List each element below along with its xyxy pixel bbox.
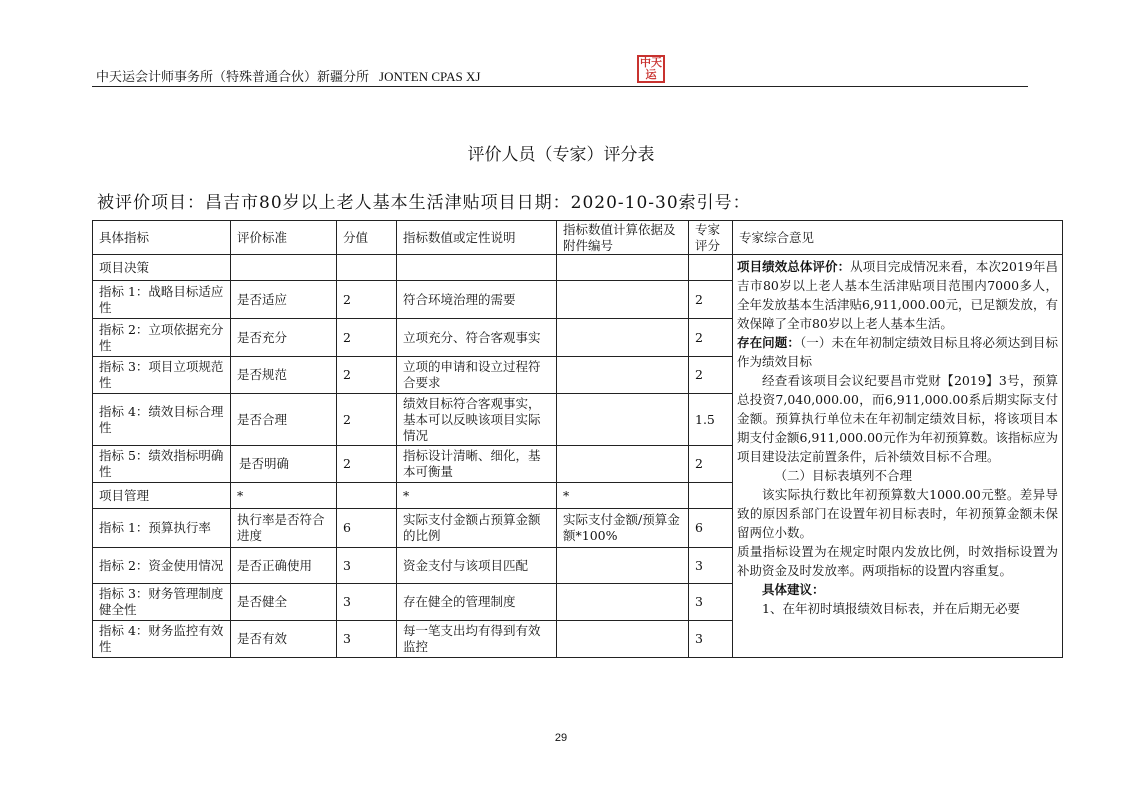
issue2-text2: 质量指标设置为在规定时限内发放比例，时效指标设置为补助资金及时发放率。两项指标的设置内容重复。 bbox=[737, 544, 1058, 578]
table-cell: 项目管理 bbox=[93, 483, 231, 509]
table-cell bbox=[337, 255, 397, 281]
column-header: 指标数值或定性说明 bbox=[397, 221, 557, 255]
table-cell: 符合环境治理的需要 bbox=[397, 281, 557, 319]
table-cell: 立项充分、符合客观事实 bbox=[397, 319, 557, 357]
table-cell: 3 bbox=[689, 621, 733, 658]
table-cell: 是否有效 bbox=[231, 621, 337, 658]
table-cell: 指标 4：财务监控有效性 bbox=[93, 621, 231, 658]
expert-opinion bbox=[733, 255, 1063, 658]
table-cell: 3 bbox=[337, 548, 397, 584]
table-cell: 3 bbox=[689, 584, 733, 621]
table-cell: 指标 3：财务管理制度健全性 bbox=[93, 584, 231, 621]
table-cell: 绩效目标符合客观事实，基本可以反映该项目实际情况 bbox=[397, 394, 557, 446]
firm-name-en: JONTEN CPAS XJ bbox=[379, 69, 481, 84]
table-cell: 指标 5：绩效指标明确性 bbox=[93, 446, 231, 483]
table-cell: 指标 4：绩效目标合理性 bbox=[93, 394, 231, 446]
table-cell: 2 bbox=[337, 319, 397, 357]
table-cell: 2 bbox=[689, 357, 733, 394]
table-cell bbox=[557, 584, 689, 621]
suggest-label: 具体建议： bbox=[762, 582, 825, 597]
table-cell bbox=[689, 483, 733, 509]
table-cell bbox=[557, 548, 689, 584]
table-cell bbox=[557, 357, 689, 394]
table-cell bbox=[557, 319, 689, 357]
table-cell: 2 bbox=[337, 446, 397, 483]
firm-name: 中天运会计师事务所（特殊普通合伙）新疆分所 bbox=[96, 70, 370, 85]
table-cell: 指标 2：立项依据充分性 bbox=[93, 319, 231, 357]
table-cell bbox=[557, 255, 689, 281]
column-header: 专家评分 bbox=[689, 221, 733, 255]
column-header: 指标数值计算依据及附件编号 bbox=[557, 221, 689, 255]
table-cell: 是否规范 bbox=[231, 357, 337, 394]
column-header: 具体指标 bbox=[93, 221, 231, 255]
table-cell: 3 bbox=[337, 621, 397, 658]
table-cell: 执行率是否符合进度 bbox=[231, 509, 337, 548]
table-cell: * bbox=[557, 483, 689, 509]
table-cell: 是否适应 bbox=[231, 281, 337, 319]
issue1-title: （一）未在年初制定绩效目标且将必须达到目标作为绩效目标 bbox=[737, 335, 1058, 369]
page-header bbox=[96, 66, 480, 85]
table-cell: 1.5 bbox=[689, 394, 733, 446]
table-cell: 3 bbox=[689, 548, 733, 584]
table-cell: 6 bbox=[337, 509, 397, 548]
score-table bbox=[92, 220, 1063, 658]
table-cell: 是否健全 bbox=[231, 584, 337, 621]
issues-label: 存在问题： bbox=[737, 335, 800, 350]
table-header-row bbox=[93, 221, 1063, 255]
table-cell: * bbox=[397, 483, 557, 509]
table-cell: * bbox=[231, 483, 337, 509]
page-title: 评价人员（专家）评分表 bbox=[467, 145, 655, 165]
table-cell: 是否合理 bbox=[231, 394, 337, 446]
table-cell: 存在健全的管理制度 bbox=[397, 584, 557, 621]
table-cell bbox=[337, 483, 397, 509]
table-cell bbox=[557, 394, 689, 446]
table-cell: 指标设计清晰、细化，基本可衡量 bbox=[397, 446, 557, 483]
suggest-1: 1、在年初时填报绩效目标表，并在后期无必要 bbox=[762, 601, 1020, 616]
table-cell: 指标 3：项目立项规范性 bbox=[93, 357, 231, 394]
table-cell: 2 bbox=[689, 319, 733, 357]
column-header: 评价标准 bbox=[231, 221, 337, 255]
table-cell bbox=[557, 446, 689, 483]
table-cell: 是否明确 bbox=[231, 446, 337, 483]
table-cell bbox=[397, 255, 557, 281]
table-cell: 指标 2：资金使用情况 bbox=[93, 548, 231, 584]
table-cell bbox=[557, 281, 689, 319]
table-cell: 指标 1：预算执行率 bbox=[93, 509, 231, 548]
table-cell bbox=[689, 255, 733, 281]
table-cell: 是否充分 bbox=[231, 319, 337, 357]
table-cell: 实际支付金额占预算金额的比例 bbox=[397, 509, 557, 548]
issue2-text: 该实际执行数比年初预算数大1000.00元整。差异导致的原因系部门在设置年初目标表时，年初预算金额未保留两位小数。 bbox=[737, 487, 1058, 540]
table-row bbox=[93, 255, 1063, 281]
overall-text: 从项目完成情况来看，本次2019年昌吉市80岁以上老人基本生活津贴项目范围内7000多人，全年发放基本生活津贴6,911,000.00元，已足额发放，有效保障了全市80岁以上老人基本生活。 bbox=[737, 259, 1058, 331]
overall-label: 项目绩效总体评价： bbox=[737, 259, 851, 274]
issue2-title: （二）目标表填列不合理 bbox=[774, 468, 913, 483]
table-cell bbox=[557, 621, 689, 658]
table-cell bbox=[231, 255, 337, 281]
table-cell: 6 bbox=[689, 509, 733, 548]
table-cell: 每一笔支出均有得到有效监控 bbox=[397, 621, 557, 658]
page-number: 29 bbox=[554, 732, 568, 744]
table-cell: 指标 1：战略目标适应性 bbox=[93, 281, 231, 319]
column-header: 分值 bbox=[337, 221, 397, 255]
table-cell: 2 bbox=[689, 446, 733, 483]
issue1-text: 经查看该项目会议纪要昌市党财【2019】3号，预算总投资7,040,000.00，而6,911,000.00系后期实际支付金额。预算执行单位未在年初制定绩效目标，将该项目本期支付金额6,911,000.00元作为年初预算数。该指标应为项目建设法定前置条件，后补绩效目标不合理。 bbox=[737, 373, 1058, 464]
table-cell: 2 bbox=[337, 357, 397, 394]
header-divider bbox=[92, 86, 1028, 87]
table-cell: 项目决策 bbox=[93, 255, 231, 281]
table-cell: 3 bbox=[337, 584, 397, 621]
column-header: 专家综合意见 bbox=[733, 221, 1063, 255]
table-cell: 是否正确使用 bbox=[231, 548, 337, 584]
firm-logo: 中天 运 bbox=[637, 55, 665, 83]
table-cell: 立项的申请和设立过程符合要求 bbox=[397, 357, 557, 394]
table-cell: 2 bbox=[337, 281, 397, 319]
table-cell: 资金支付与该项目匹配 bbox=[397, 548, 557, 584]
table-cell: 2 bbox=[337, 394, 397, 446]
project-info: 被评价项目：昌吉市80岁以上老人基本生活津贴项目日期：2020-10-30索引号： bbox=[97, 193, 751, 213]
table-cell: 实际支付金额/预算金额*100% bbox=[557, 509, 689, 548]
table-cell: 2 bbox=[689, 281, 733, 319]
